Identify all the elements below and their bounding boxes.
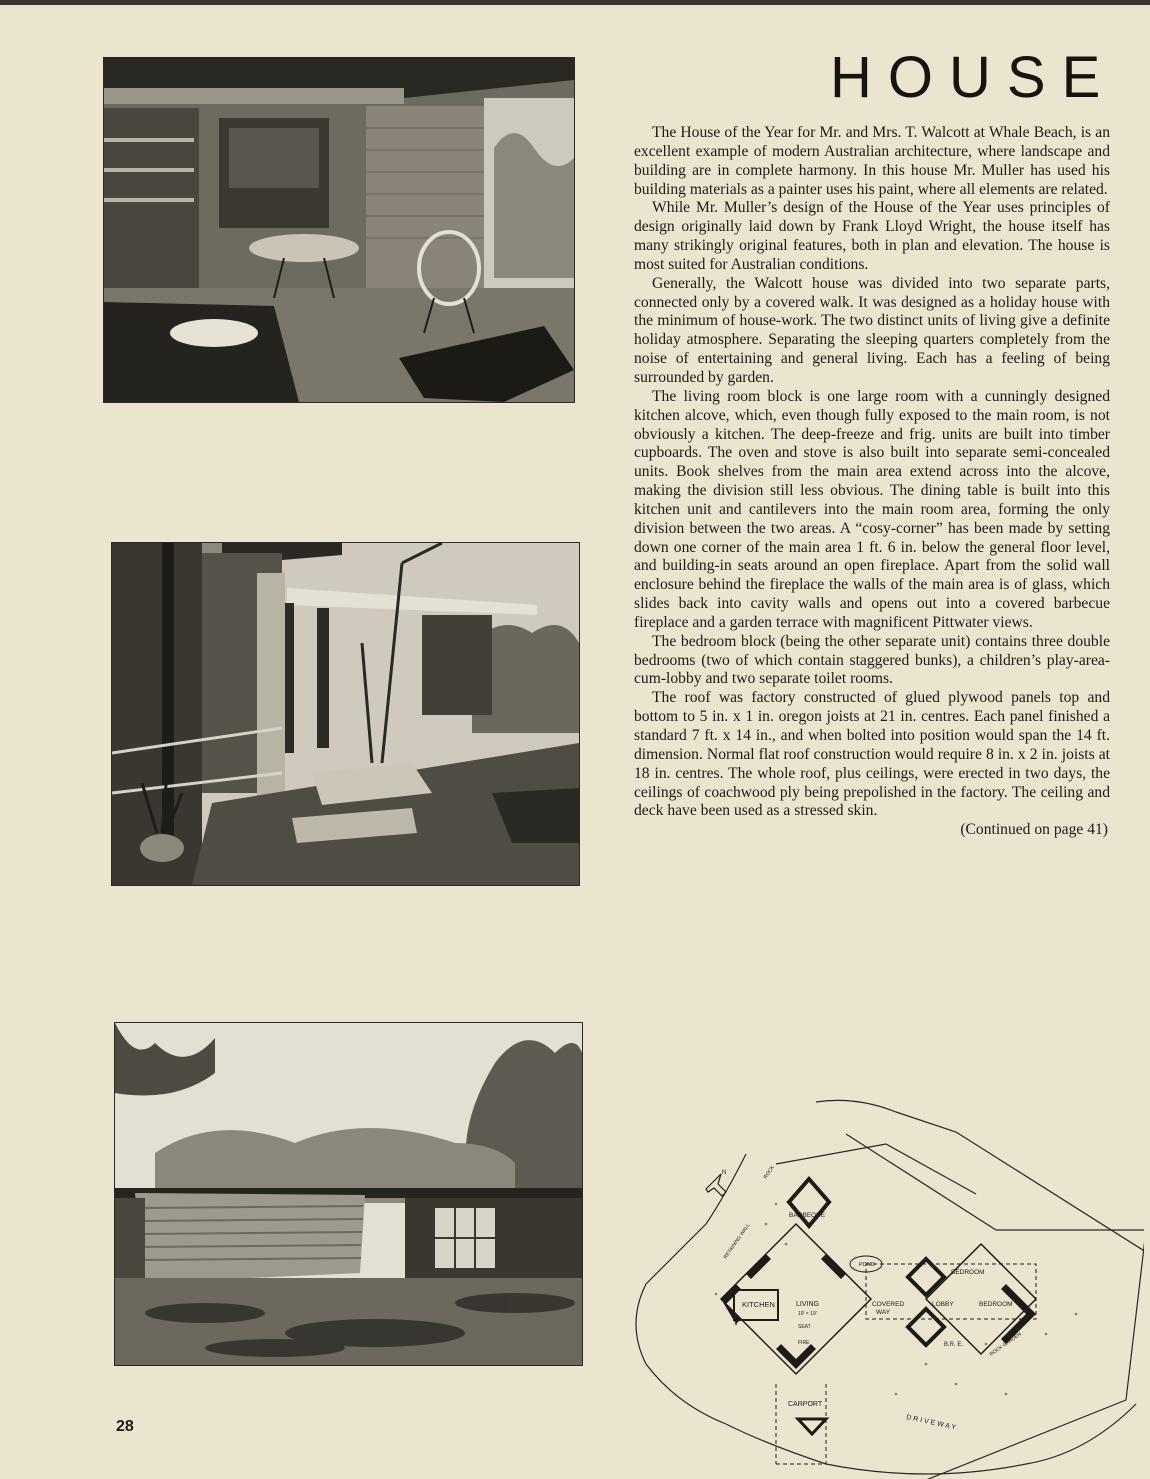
covered-walk-exterior-photo bbox=[112, 543, 579, 885]
top-edge-rule bbox=[0, 0, 1150, 5]
floor-plan-drawing bbox=[626, 1094, 1144, 1479]
article-paragraph: The roof was factory constructed of glued plywood panels top and bottom to 5 in. x 1 in. oregon joists at 21 in. centres. Each panel finished a standard 7 ft. x 14 in., and when bolted into position would span the 14 ft. dimension. Normal flat roof construction would require 8 in. x 2 in. joists at 18 in. centres. The whole roof, plus ceilings, were erected in two days, the ceilings of coachwood ply being prepolished in the factory. The ceiling and deck have been used as a stressed skin. bbox=[634, 689, 1110, 820]
plan-label-rock: ROCK bbox=[762, 1164, 776, 1181]
plan-label-living-size: 19' × 19' bbox=[798, 1311, 817, 1317]
page-number: 28 bbox=[116, 1418, 134, 1435]
article-body bbox=[634, 124, 1110, 840]
continued-note: (Continued on page 41) bbox=[960, 821, 1108, 839]
plan-label-living: LIVING bbox=[796, 1301, 819, 1308]
plan-label-fire: FIRE bbox=[798, 1340, 810, 1346]
article-paragraph: The bedroom block (being the other separate unit) contains three double bedrooms (two of which contain staggered bunks), a children’s play-area-cum-lobby and two separate toilet rooms. bbox=[634, 632, 1110, 688]
plan-label-kitchen: KITCHEN bbox=[742, 1300, 775, 1309]
bedroom-block-exterior-photo bbox=[115, 1023, 582, 1365]
plan-label-carport: CARPORT bbox=[788, 1401, 823, 1408]
plan-label-pond: POND bbox=[859, 1262, 875, 1268]
article-paragraph: The living room block is one large room with a cunningly designed kitchen alcove, which, even though fully exposed to the main room, is not obviously a kitchen. The deep-freeze and frig. units are built into timber cupboards. The oven and stove is also built into separate semi-concealed units. Book shelves from the main area extend across into the alcove, making the division still less obvious. The dining table is built into this kitchen unit and cantilevers into the main room area, forming the only division between the two areas. A “cosy-corner” has been made by setting down one corner of the main area 1 ft. 6 in. below the general floor level, and building-in seats around an open fireplace. Apart from the solid wall enclosure behind the fireplace the walls of the main area is of glass, which slides back into cavity walls and opens out into a covered barbecue fireplace and a garden terrace with magnificent Pittwater views. bbox=[634, 387, 1110, 631]
plan-label-lobby: LOBBY bbox=[932, 1301, 954, 1308]
plan-label-driveway: DRIVEWAY bbox=[905, 1414, 959, 1432]
plan-label-rock-garden: ROCK GARDEN bbox=[988, 1331, 1023, 1358]
plan-label-way: WAY bbox=[876, 1309, 891, 1316]
article-paragraph: While Mr. Muller’s design of the House of the Year uses principles of design originally laid down by Frank Lloyd Wright, the house itself has many strikingly original features, both in plan and elevation. The house is most suited for Australian conditions. bbox=[634, 199, 1110, 273]
living-room-interior-photo bbox=[104, 58, 574, 402]
plan-label-barbeque: BARBEQUE bbox=[789, 1212, 826, 1219]
plan-label-bath: B.R. E. bbox=[944, 1342, 964, 1348]
plan-label-north: N bbox=[722, 1170, 727, 1176]
plan-label-seat: SEAT bbox=[798, 1324, 811, 1330]
article-paragraph: The House of the Year for Mr. and Mrs. T. Walcott at Whale Beach, is an excellent example of modern Australian architecture, where landscape and building are in complete harmony. In this house Mr. Muller has used his building materials as a painter uses his paint, where all elements are related. bbox=[634, 124, 1110, 198]
article-paragraph: Generally, the Walcott house was divided into two separate parts, connected only by a covered walk. It was designed as a holiday house with the minimum of house-work. The two distinct units of living give a definite holiday atmosphere. Separating the sleeping quarters completely from the noise of entertaining and general living. Each has a feeling of being surrounded by garden. bbox=[634, 274, 1110, 386]
plan-label-covered: COVERED bbox=[872, 1301, 905, 1308]
plan-label-retaining-wall: RETAINING WALL bbox=[722, 1222, 752, 1261]
plan-label-bedroom-right: BEDROOM bbox=[979, 1301, 1013, 1308]
page-title: HOUSE bbox=[830, 45, 1117, 110]
plan-label-bedroom-top: BEDROOM bbox=[951, 1269, 985, 1276]
